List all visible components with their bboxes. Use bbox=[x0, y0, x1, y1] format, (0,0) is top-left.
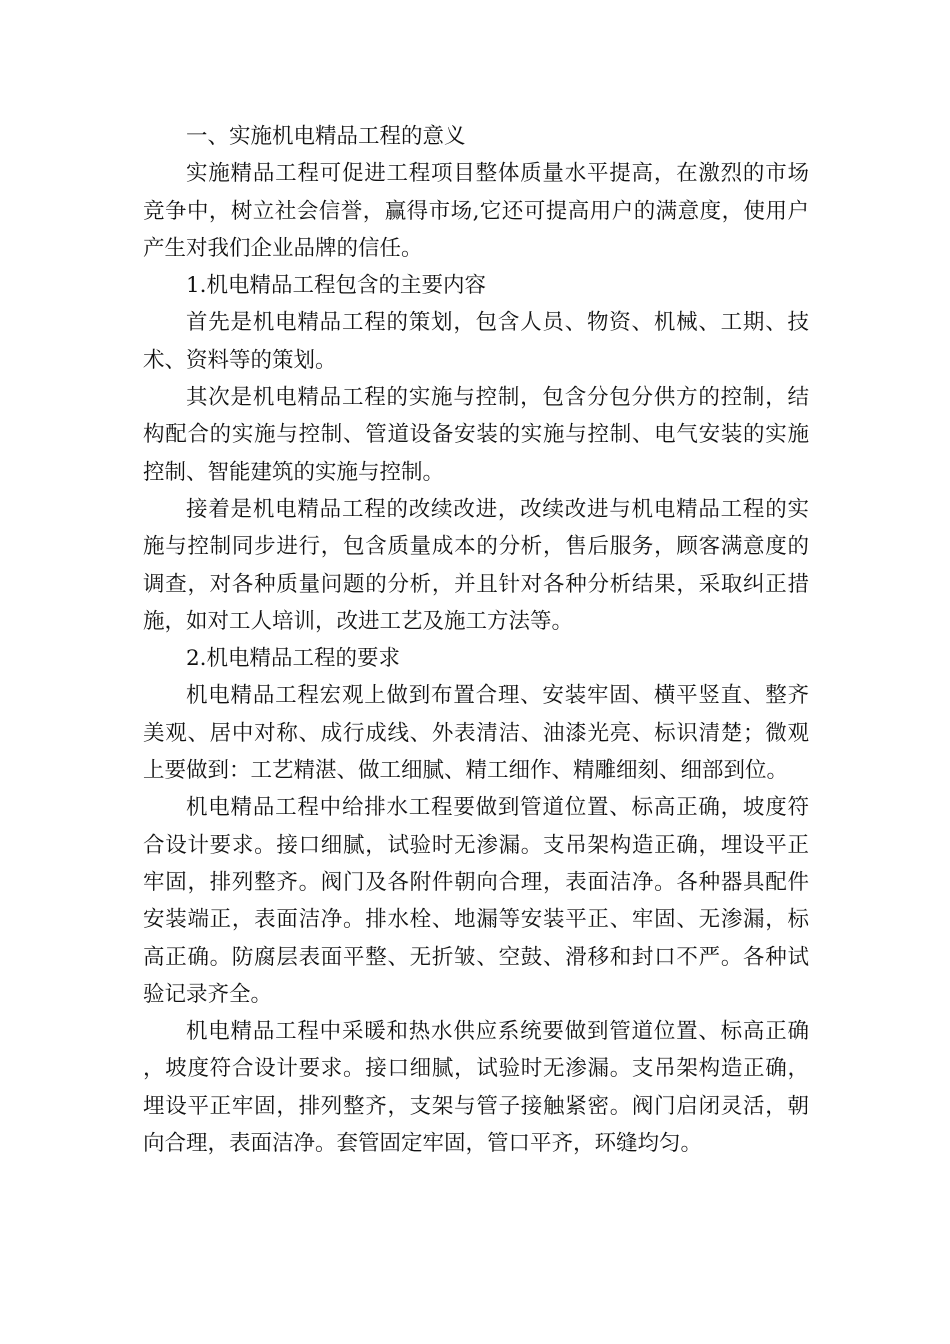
paragraph: 机电精品工程中采暖和热水供应系统要做到管道位置、标高正确，坡度符合设计要求。接口细腻，试验时无渗漏。支吊架构造正确，埋设平正牢固，排列整齐，支架与管子接触紧密。阀门启闭灵活，朝向合理，表面洁净。套管固定牢固，管口平齐，环缝均匀。 bbox=[143, 1019, 809, 1157]
paragraph: 其次是机电精品工程的实施与控制，包含分包分供方的控制，结构配合的实施与控制、管道设备安装的实施与控制、电气安装的实施控制、智能建筑的实施与控制。 bbox=[143, 385, 809, 485]
document-body bbox=[143, 118, 809, 1162]
paragraph: 机电精品工程宏观上做到布置合理、安装牢固、横平竖直、整齐美观、居中对称、成行成线、外表清洁、油漆光亮、标识清楚；微观上要做到：工艺精湛、做工细腻、精工细作、精雕细刻、细部到位。 bbox=[143, 683, 809, 784]
paragraph: 接着是机电精品工程的改续改进，改续改进与机电精品工程的实施与控制同步进行，包含质量成本的分析，售后服务，顾客满意度的调查，对各种质量问题的分析，并且针对各种分析结果，采取纠正措施，如对工人培训，改进工艺及施工方法等。 bbox=[143, 496, 809, 634]
paragraph: 机电精品工程中给排水工程要做到管道位置、标高正确，坡度符合设计要求。接口细腻，试验时无渗漏。支吊架构造正确，埋设平正牢固，排列整齐。阀门及各附件朝向合理，表面洁净。各种器具配件安装端正，表面洁净。排水栓、地漏等安装平正、牢固、无渗漏，标高正确。防腐层表面平整、无折皱、空鼓、滑移和封口不严。各种试验记录齐全。 bbox=[143, 795, 809, 1007]
subsection-heading: 1.机电精品工程包含的主要内容 bbox=[186, 273, 487, 299]
subsection-heading: 2.机电精品工程的要求 bbox=[186, 646, 401, 672]
paragraph: 首先是机电精品工程的策划，包含人员、物资、机械、工期、技术、资料等的策划。 bbox=[143, 310, 809, 373]
section-heading: 一、实施机电精品工程的意义 bbox=[186, 124, 466, 149]
paragraph: 实施精品工程可促进工程项目整体质量水平提高，在激烈的市场竞争中，树立社会信誉，赢得市场,它还可提高用户的满意度，使用户产生对我们企业品牌的信任。 bbox=[143, 161, 809, 261]
